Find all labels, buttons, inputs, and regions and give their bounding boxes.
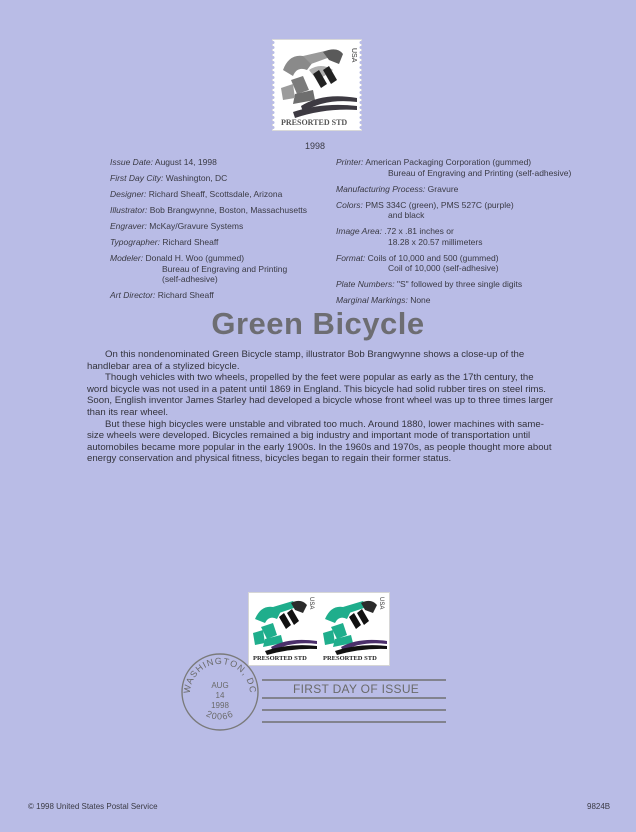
detail-value: Coils of 10,000 and 500 (gummed) [367, 252, 499, 263]
detail-value: Richard Sheaff [157, 290, 214, 300]
paragraph: On this nondenominated Green Bicycle stamp, illustrator Bob Brangwynne shows a close-up of the handlebar area of a stylized bicycle. [87, 349, 525, 372]
detail-label: Image Area: [336, 226, 382, 236]
detail-value: Donald H. Woo (gummed) [145, 253, 245, 263]
stamp-country: USA [308, 597, 314, 610]
detail-row [336, 200, 596, 221]
detail-row [110, 189, 310, 200]
detail-value: McKay/Gravure Systems [149, 221, 244, 231]
stamp-perforation-left [271, 40, 275, 130]
detail-label: First Day City: [110, 173, 164, 183]
postmark-city: WASHINGTON, DC [181, 655, 259, 695]
detail-row [110, 157, 310, 168]
color-stamp-right [319, 593, 389, 665]
detail-row [110, 221, 310, 232]
top-stamp [273, 40, 361, 130]
detail-row [336, 184, 596, 195]
detail-row [336, 253, 596, 274]
detail-row [110, 290, 310, 301]
postmark-year: 1998 [211, 701, 229, 710]
stamp-rate-text: PRESORTED STD [281, 118, 348, 127]
detail-label: Marginal Markings: [336, 295, 408, 305]
stamp-details-left [110, 157, 310, 306]
detail-label: Printer: [336, 157, 364, 167]
stamp-rate-text: PRESORTED STD [253, 655, 307, 662]
detail-value: None [410, 295, 431, 305]
detail-row [110, 173, 310, 184]
svg-text:20066 [205, 709, 235, 722]
first-day-of-issue-text: FIRST DAY OF ISSUE [293, 682, 420, 696]
postmark-zip: 20066 [204, 708, 236, 722]
detail-label: Colors: [336, 199, 363, 210]
detail-value-continued: (self-adhesive) [162, 274, 218, 284]
detail-value-continued: 18.28 x 20.57 millimeters [388, 236, 483, 247]
detail-value-continued: Coil of 10,000 (self-adhesive) [388, 263, 499, 273]
detail-row [336, 157, 596, 178]
detail-value: Washington, DC [165, 173, 228, 183]
detail-label: Designer: [110, 189, 147, 199]
detail-value: Gravure [427, 183, 459, 194]
detail-value: August 14, 1998 [154, 157, 217, 167]
page-title: Green Bicycle [211, 306, 425, 341]
detail-label: Illustrator: [110, 205, 148, 215]
detail-value: .72 x .81 inches or [384, 226, 454, 236]
paragraph: Though vehicles with two wheels, propelled by the feet were popular as early as the 17th century, the word bicycle was not used in a patent until 1869 in England. This bicycle had solid rubber tires on steel rims. Soon, English inventor James Starley had developed a bicycle whose front wheel was up to three times larger than its rear wheel. [87, 372, 554, 418]
detail-value-continued: Bureau of Engraving and Printing (self-adhesive) [388, 167, 572, 178]
detail-label: Engraver: [110, 221, 147, 231]
detail-row [110, 205, 310, 216]
postmark-day: 14 [215, 691, 225, 700]
detail-value: PMS 334C (green), PMS 527C (purple) [365, 199, 514, 210]
stamp-country: USA [378, 597, 384, 610]
bicycle-handlebar-illustration-gray [273, 40, 361, 130]
detail-value: Richard Sheaff, Scottsdale, Arizona [148, 189, 283, 199]
detail-value: American Packaging Corporation (gummed) [365, 157, 532, 167]
body-text [87, 349, 557, 465]
paragraph: But these high bicycles were unstable and vibrated too much. Around 1880, lower machines with same-size wheels were developed. Bicycles remained a big industry and important mode of transportation until automobiles became more popular in the early 1900s. In the 1960s and 1970s, as people thought more about energy conservation and physical fitness, bicycles began to regain their former status. [87, 418, 552, 465]
detail-row [336, 279, 596, 290]
stamp-pair [249, 593, 389, 665]
detail-row [110, 237, 310, 248]
detail-label: Typographer: [110, 237, 160, 247]
postmark [180, 652, 260, 732]
detail-row [336, 226, 596, 247]
detail-value-continued: and black [388, 210, 425, 220]
detail-label: Manufacturing Process: [336, 183, 426, 194]
detail-row [336, 295, 596, 306]
postmark-month: AUG [211, 681, 229, 690]
item-code: 9824B [587, 802, 611, 811]
detail-value: Richard Sheaff [162, 237, 219, 247]
detail-value: "S" followed by three single digits [396, 279, 523, 289]
stamp-year: 1998 [304, 141, 326, 151]
stamp-details-right [336, 157, 596, 311]
stamp-rate-text: PRESORTED STD [323, 655, 377, 662]
detail-value-continued: Bureau of Engraving and Printing [162, 263, 288, 274]
detail-label: Art Director: [110, 290, 156, 300]
detail-label: Modeler: [110, 253, 144, 263]
detail-value: Bob Brangwynne, Boston, Massachusetts [149, 205, 308, 215]
detail-row [110, 253, 310, 285]
stamp-perforation-right [359, 40, 363, 130]
stamp-country: USA [350, 48, 357, 63]
copyright: © 1998 United States Postal Service [28, 802, 158, 811]
detail-label: Plate Numbers: [336, 279, 395, 289]
detail-label: Issue Date: [110, 157, 153, 167]
detail-label: Format: [336, 252, 366, 263]
